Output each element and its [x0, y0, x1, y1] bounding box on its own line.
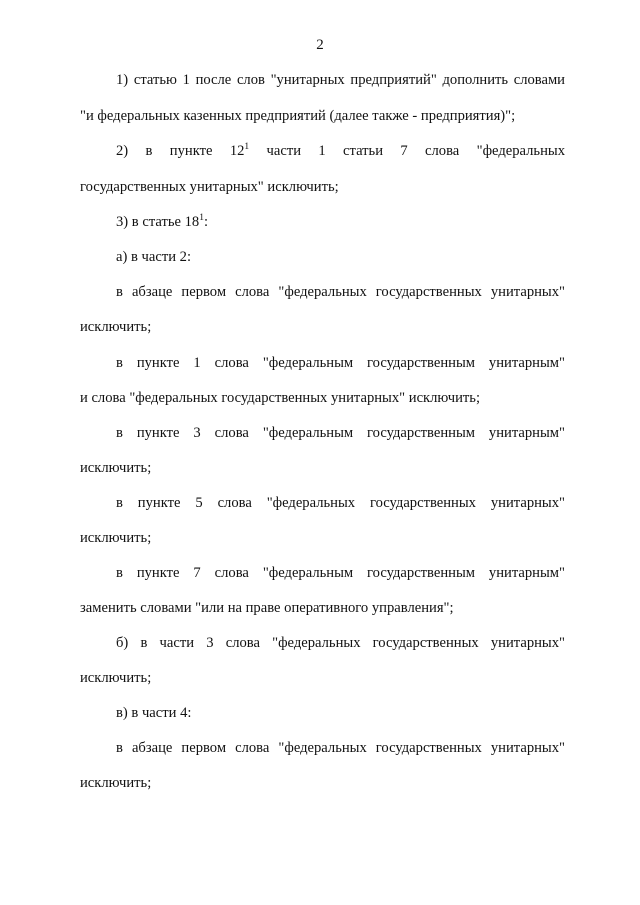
paragraph-3-line-1 [116, 214, 208, 231]
paragraph-10-line-1: б) в части 3 слова "федеральных государственных унитарных" [116, 635, 565, 651]
paragraph-1-line-1: 1) статью 1 после слов "унитарных предприятий" дополнить словами [116, 72, 565, 88]
paragraph-12-line-2: исключить; [80, 775, 152, 791]
paragraph-7-line-2: исключить; [80, 460, 152, 476]
paragraph-3-text-b: : [203, 214, 209, 230]
superscript: 1 [244, 142, 250, 152]
paragraph-8-line-2: исключить; [80, 530, 152, 546]
paragraph-2-text-b: части 1 статьи 7 слова "федеральных [249, 143, 566, 159]
paragraph-6-line-1: в пункте 1 слова "федеральным государственным унитарным" [116, 355, 565, 371]
paragraph-10-line-2: исключить; [80, 670, 152, 686]
paragraph-12-line-1: в абзаце первом слова "федеральных государственных унитарных" [116, 740, 565, 756]
paragraph-9-line-2: заменить словами "или на праве оперативного управления"; [80, 600, 454, 616]
paragraph-5-line-1: в абзаце первом слова "федеральных государственных унитарных" [116, 284, 565, 300]
paragraph-2-line-1 [116, 143, 565, 160]
paragraph-11-line-1: в) в части 4: [116, 705, 192, 721]
paragraph-3-text-a: 3) в статье 18 [116, 214, 200, 230]
paragraph-5-line-2: исключить; [80, 319, 152, 335]
paragraph-9-line-1: в пункте 7 слова "федеральным государственным унитарным" [116, 565, 565, 581]
paragraph-2-text-a: 2) в пункте 12 [116, 143, 245, 159]
paragraph-4-line-1: а) в части 2: [116, 249, 192, 265]
paragraph-7-line-1: в пункте 3 слова "федеральным государственным унитарным" [116, 425, 565, 441]
paragraph-2-line-2: государственных унитарных" исключить; [80, 179, 339, 195]
paragraph-6-line-2: и слова "федеральных государственных унитарных" исключить; [80, 390, 481, 406]
page-number: 2 [316, 37, 324, 53]
superscript: 1 [199, 213, 204, 223]
paragraph-8-line-1: в пункте 5 слова "федеральных государственных унитарных" [116, 495, 565, 511]
paragraph-1-line-2: "и федеральных казенных предприятий (далее также - предприятия)"; [80, 108, 516, 124]
